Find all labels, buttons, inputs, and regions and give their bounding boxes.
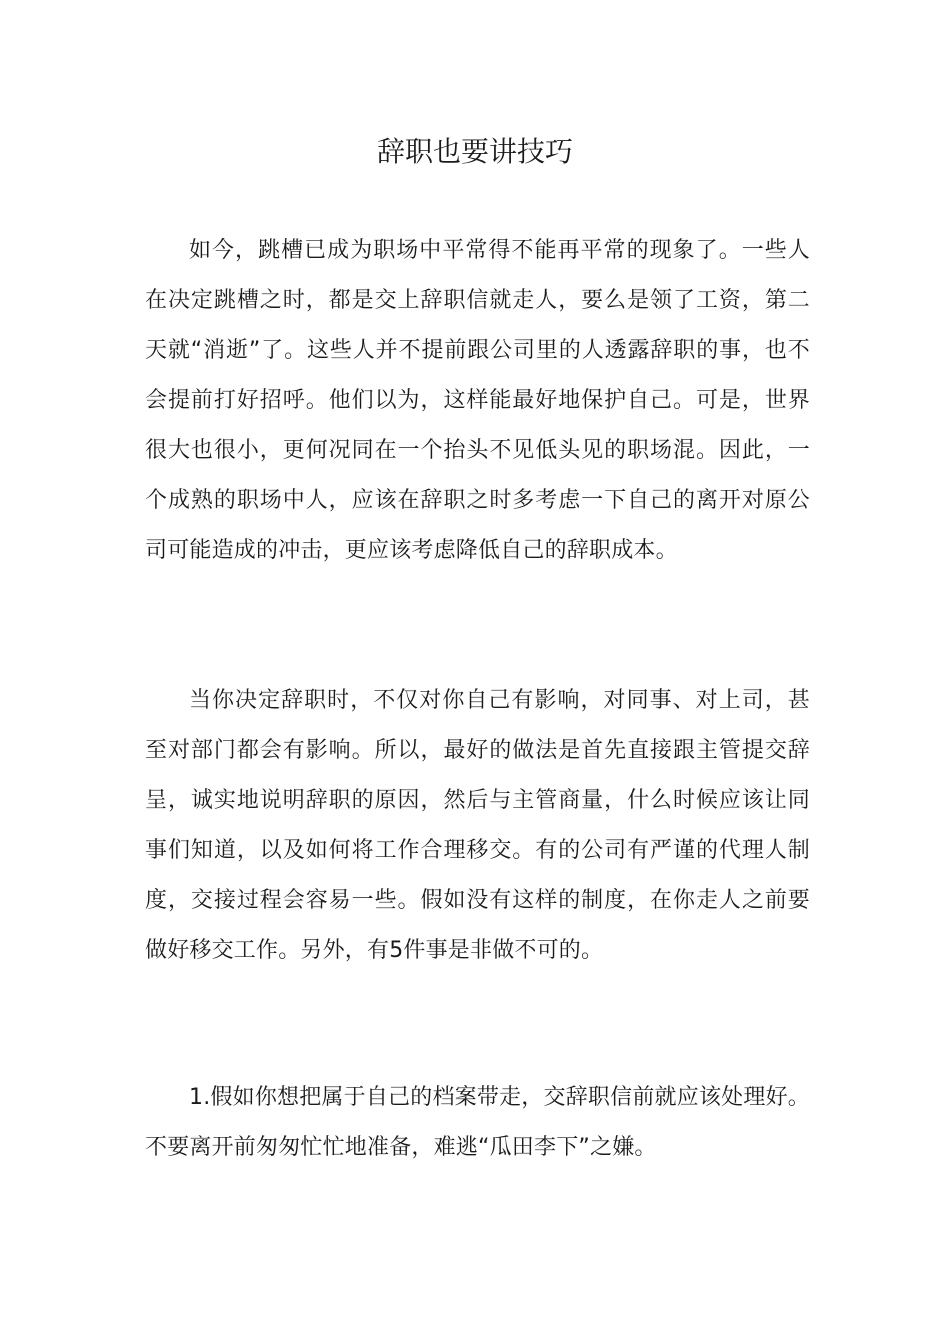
document-title: 辞职也要讲技巧	[376, 135, 573, 168]
paragraph-resignation-advice: 当你决定辞职时，不仅对你自己有影响，对同事、对上司，甚至对部门都会有影响。所以，最好的做法是首先直接跟主管提交辞呈，诚实地说明辞职的原因，然后与主管商量，什么时候应该让同事们知道，以及如何将工作合理移交。有的公司有严谨的代理人制度，交接过程会容易一些。假如没有这样的制度，在你走人之前要做好移交工作。另外，有5件事是非做不可的。	[145, 688, 810, 963]
paragraph-intro: 如今，跳槽已成为职场中平常得不能再平常的现象了。一些人在决定跳槽之时，都是交上辞职信就走人，要么是领了工资，第二天就“消逝”了。这些人并不提前跟公司里的人透露辞职的事，也不会提前打好招呼。他们以为，这样能最好地保护自己。可是，世界很大也很小，更何况同在一个抬头不见低头见的职场混。因此，一个成熟的职场中人，应该在辞职之时多考虑一下自己的离开对原公司可能造成的冲击，更应该考虑降低自己的辞职成本。	[145, 238, 810, 563]
paragraph-item-1: 1.假如你想把属于自己的档案带走，交辞职信前就应该处理好。不要离开前匆匆忙忙地准备，难逃“瓜田李下”之嫌。	[145, 1085, 810, 1160]
